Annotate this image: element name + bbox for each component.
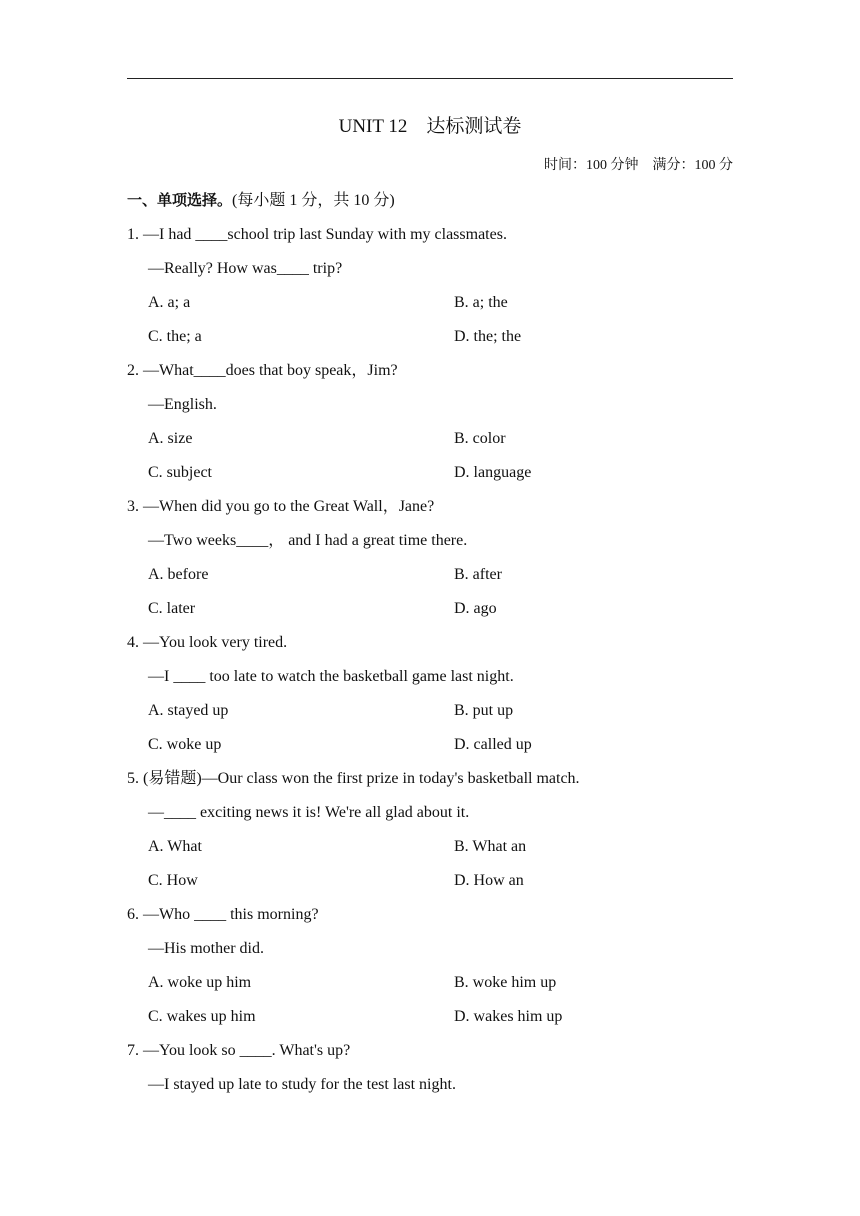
question-6	[127, 903, 733, 1039]
question-reply: —I stayed up late to study for the test last night.	[148, 1076, 456, 1093]
options-row	[127, 597, 733, 631]
option-a: A. What	[148, 838, 202, 855]
option-d: D. How an	[454, 872, 524, 889]
option-b: B. woke him up	[454, 974, 557, 991]
option-b: B. a; the	[454, 294, 508, 311]
question-reply: —I ____ too late to watch the basketball game last night.	[148, 668, 514, 685]
question-reply: —____ exciting news it is! We're all glad about it.	[148, 804, 470, 821]
option-a: A. stayed up	[148, 702, 229, 719]
options-row	[127, 291, 733, 325]
options-row	[127, 1005, 733, 1039]
exam-meta: 时间：100 分钟 满分：100 分	[544, 158, 733, 173]
question-5	[127, 767, 733, 903]
options-row	[127, 563, 733, 597]
option-a: A. size	[148, 430, 193, 447]
option-d: D. called up	[454, 736, 532, 753]
question-7	[127, 1039, 733, 1107]
question-reply: —Really? How was____ trip?	[148, 260, 343, 277]
question-list	[127, 223, 733, 1107]
option-d: D. the; the	[454, 328, 522, 345]
options-row	[127, 427, 733, 461]
question-1	[127, 223, 733, 359]
option-c: C. subject	[148, 464, 212, 481]
option-c: C. later	[148, 600, 196, 617]
option-a: A. woke up him	[148, 974, 252, 991]
question-reply: —His mother did.	[148, 940, 264, 957]
question-stem: 5. (易错题)—Our class won the first prize in today's basketball match.	[127, 770, 580, 787]
option-b: B. put up	[454, 702, 514, 719]
option-d: D. language	[454, 464, 532, 481]
question-3	[127, 495, 733, 631]
option-c: C. woke up	[148, 736, 222, 753]
option-a: A. a; a	[148, 294, 191, 311]
section-heading-note: (每小题 1 分，共 10 分)	[232, 192, 395, 209]
section-heading-label: 一、单项选择。	[127, 191, 233, 209]
question-stem: 3. —When did you go to the Great Wall，Jane?	[127, 498, 435, 515]
option-d: D. ago	[454, 600, 497, 617]
option-b: B. What an	[454, 838, 527, 855]
header-rule	[127, 78, 733, 79]
question-stem: 7. —You look so ____. What's up?	[127, 1042, 351, 1059]
option-b: B. color	[454, 430, 506, 447]
page-title: UNIT 12 达标测试卷	[338, 116, 522, 137]
options-row	[127, 325, 733, 359]
option-d: D. wakes him up	[454, 1008, 563, 1025]
options-row	[127, 835, 733, 869]
question-stem: 6. —Who ____ this morning?	[127, 906, 319, 923]
options-row	[127, 461, 733, 495]
options-row	[127, 699, 733, 733]
options-row	[127, 733, 733, 767]
option-c: C. wakes up him	[148, 1008, 256, 1025]
question-reply: —English.	[148, 396, 217, 413]
question-stem: 4. —You look very tired.	[127, 634, 288, 651]
option-c: C. the; a	[148, 328, 202, 345]
options-row	[127, 971, 733, 1005]
question-stem: 2. —What____does that boy speak，Jim?	[127, 362, 398, 379]
options-row	[127, 869, 733, 903]
question-reply: —Two weeks____， and I had a great time there.	[148, 532, 468, 549]
question-4	[127, 631, 733, 767]
option-b: B. after	[454, 566, 502, 583]
question-stem: 1. —I had ____school trip last Sunday with my classmates.	[127, 226, 507, 243]
option-c: C. How	[148, 872, 198, 889]
section-heading	[127, 189, 395, 212]
question-2	[127, 359, 733, 495]
option-a: A. before	[148, 566, 209, 583]
